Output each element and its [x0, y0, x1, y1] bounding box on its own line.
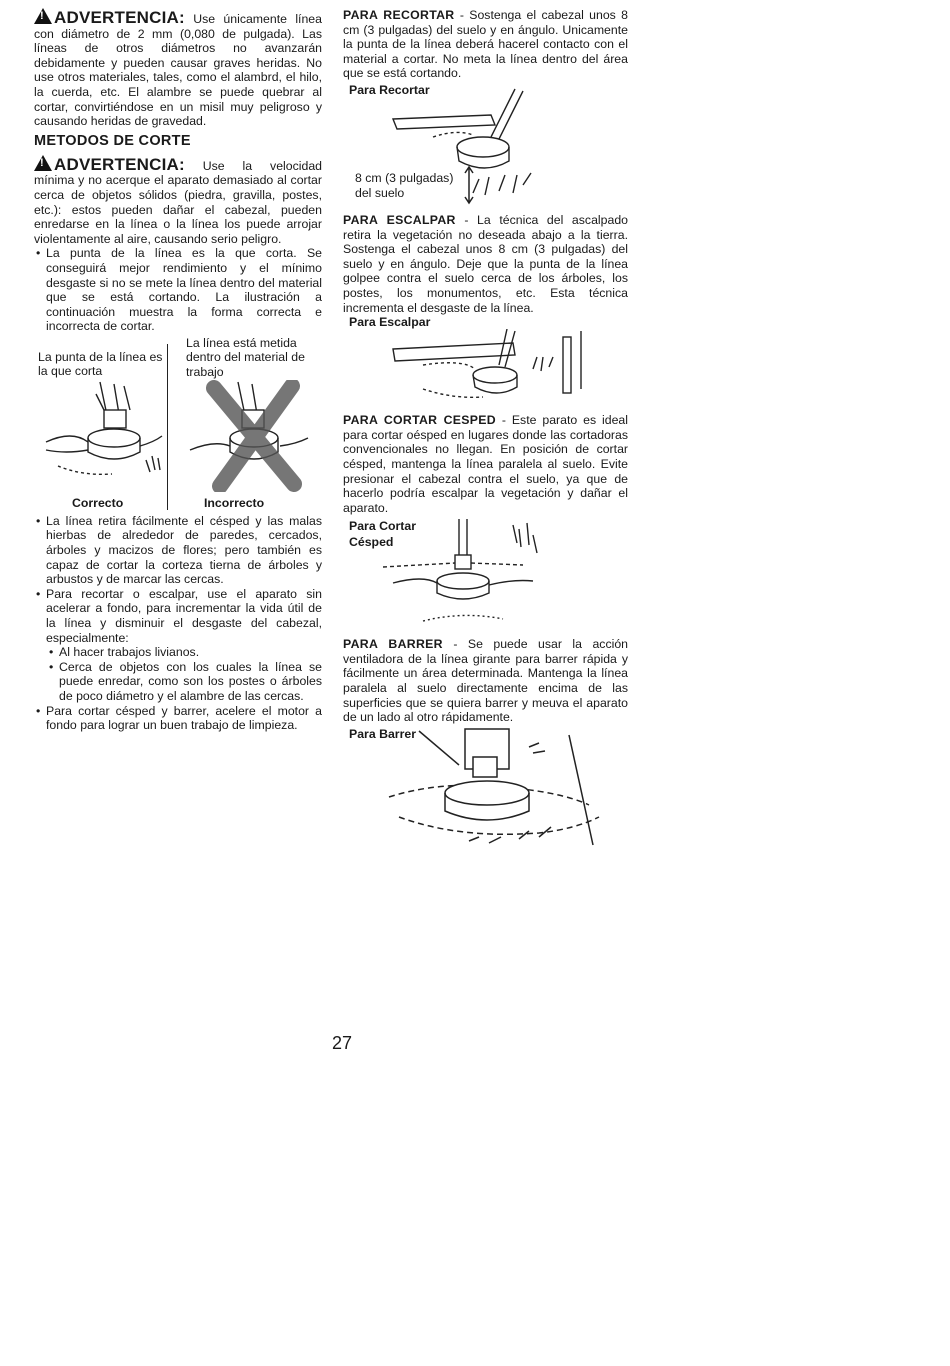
fig-label-right: La línea está metida dentro del material de trabajo — [186, 335, 305, 380]
escalpar-text: - La técnica del ascalpado retira la vegetación no deseada abajo a la tierra. Sostenga el cabezal unos 8 cm (3 pulgadas) del suelo y en ángulo. Deje que la punta de la línea golpee contra el suelo cerca de los árboles, los postes, los monumentos, etc. Esta técnica incrementa el desgaste de la línea. — [343, 212, 628, 315]
cesped-figure — [343, 515, 628, 631]
trimmer-escalpar-illustration — [383, 329, 603, 409]
recortar-text: - Sostenga el cabezal unos 8 cm (3 pulgadas) del suelo y en ángulo. Unicamente la punta de la línea deberá hacerel contacto con el material a cortar. No meta la línea dentro del área que se está cortando. — [343, 8, 629, 81]
warning-2 — [34, 155, 322, 247]
recortar-heading: PARA RECORTAR — [343, 8, 455, 22]
page-number: 27 — [332, 1033, 353, 1053]
fig-recortar-caption: Para Recortar — [349, 82, 430, 97]
escalpar-figure — [343, 315, 628, 407]
barrer-figure — [343, 725, 628, 851]
correct-incorrect-figure — [34, 335, 322, 512]
trimmer-correct-illustration — [42, 380, 166, 490]
bullet-list-1 — [34, 246, 322, 334]
escalpar-paragraph — [343, 213, 628, 315]
warning-1-text: Use únicamente línea con diámetro de 2 mm (0,080 de pulgada). Las líneas de otros diámetros no avanzarán debidamente y pueden causar graves heridas. No use otros materiales, tales, como el alambrd, el hilo, la cuerda, etc. El alambre se puede quebrar al cortar, convirtiéndose en un misil muy peligroso y causando heridas de gravedad. — [34, 12, 322, 129]
list-item: • Al hacer trabajos livianos. — [59, 645, 322, 660]
right-column — [343, 8, 628, 851]
warning-triangle-icon: ! — [34, 155, 52, 171]
fig-escalpar-caption: Para Escalpar — [349, 315, 431, 330]
barrer-heading: PARA BARRER — [343, 637, 443, 652]
list-item: • La línea retira fácilmente el césped y las malas hierbas de alrededor de paredes, cercados, árboles y macizos de flores; pero también es capaz de cortar la corteza tierna de árboles y arbustos y de marcar las cercas. — [46, 514, 322, 587]
trimmer-barrer-illustration — [379, 725, 619, 849]
warning-2-heading: ADVERTENCIA: — [54, 154, 185, 174]
warning-1-heading: ADVERTENCIA: — [54, 8, 185, 27]
left-column — [34, 8, 322, 733]
trimmer-cesped-illustration — [383, 515, 553, 629]
fig-cesped-caption-1: Para Cortar — [349, 519, 416, 534]
trimmer-incorrect-illustration — [184, 380, 314, 492]
fig-label-left: La punta de la línea es la que corta — [38, 349, 163, 379]
bullet-list-3 — [34, 704, 322, 733]
section-title: METODOS DE CORTE — [34, 132, 191, 149]
fig-caption-correct: Correcto — [72, 495, 124, 510]
fig-barrer-caption: Para Barrer — [349, 726, 416, 741]
warning-triangle-icon: ! — [34, 8, 52, 24]
fig-caption-incorrect: Incorrecto — [204, 495, 265, 510]
barrer-paragraph — [343, 637, 628, 725]
fig-cesped-caption-2: Césped — [349, 535, 394, 550]
recortar-paragraph — [343, 8, 628, 81]
bullet-list-2 — [34, 514, 322, 645]
barrer-text: - Se puede usar la acción ventiladora de la línea girante para barrer rápida y fácilmente un área determinada. Mantenga la línea paralela al suelo directamente encima de las superficies que se quiera barrer y meuva el aparato de un lado al otro rápidamente. — [343, 637, 628, 725]
sub-bullet-list — [34, 645, 322, 703]
list-item: • La punta de la línea es la que corta. Se conseguirá mejor rendimiento y el mínimo desgaste si no se mete la línea dentro del material que se está cortando. La ilustración a continuación muestra la forma correcta e incorrecta de cortar. — [46, 246, 322, 334]
list-item: • Para cortar césped y barrer, acelere el motor a fondo para lograr un buen trabajo de limpieza. — [46, 704, 322, 733]
fig-recortar-dimension: 8 cm (3 pulgadas) del suelo — [355, 170, 454, 200]
warning-2-text: Use la velocidad mínima y no acerque el aparato demasiado al cortar cerca de objetos sólidos (piedra, gravilla, postes, etc.): estos pueden dañar el cabezal, pueden enredarse en la línea o la línea los puede arrojar violentamente al aire, causando serio peligro. — [34, 158, 322, 246]
recortar-figure — [343, 81, 628, 207]
warning-1 — [34, 8, 322, 129]
list-item: • Para recortar o escalpar, use el aparato sin acelerar a fondo, para incrementar la vida útil de la línea y disminuir el desgaste del cabezal, especialmente: — [46, 587, 322, 645]
cesped-text: - Este parato es ideal para cortar oésped en lugares donde las cortadoras convencionales no llegan. En posición de cortar césped, mantenga la línea paralela al suelo. Evite presionar el cabezal contra el suelo, ya que de hacerlo podría escalpar la vegetación y dañar el aparato. — [343, 413, 628, 515]
list-item: • Cerca de objetos con los cuales la línea se puede enredar, como son los postes o árboles de poco diámetro y el alambre de las cercas. — [59, 660, 322, 704]
cesped-heading: PARA CORTAR CESPED — [343, 413, 496, 428]
cesped-paragraph — [343, 413, 628, 515]
fig-divider — [167, 344, 168, 510]
escalpar-heading: PARA ESCALPAR — [343, 212, 456, 227]
